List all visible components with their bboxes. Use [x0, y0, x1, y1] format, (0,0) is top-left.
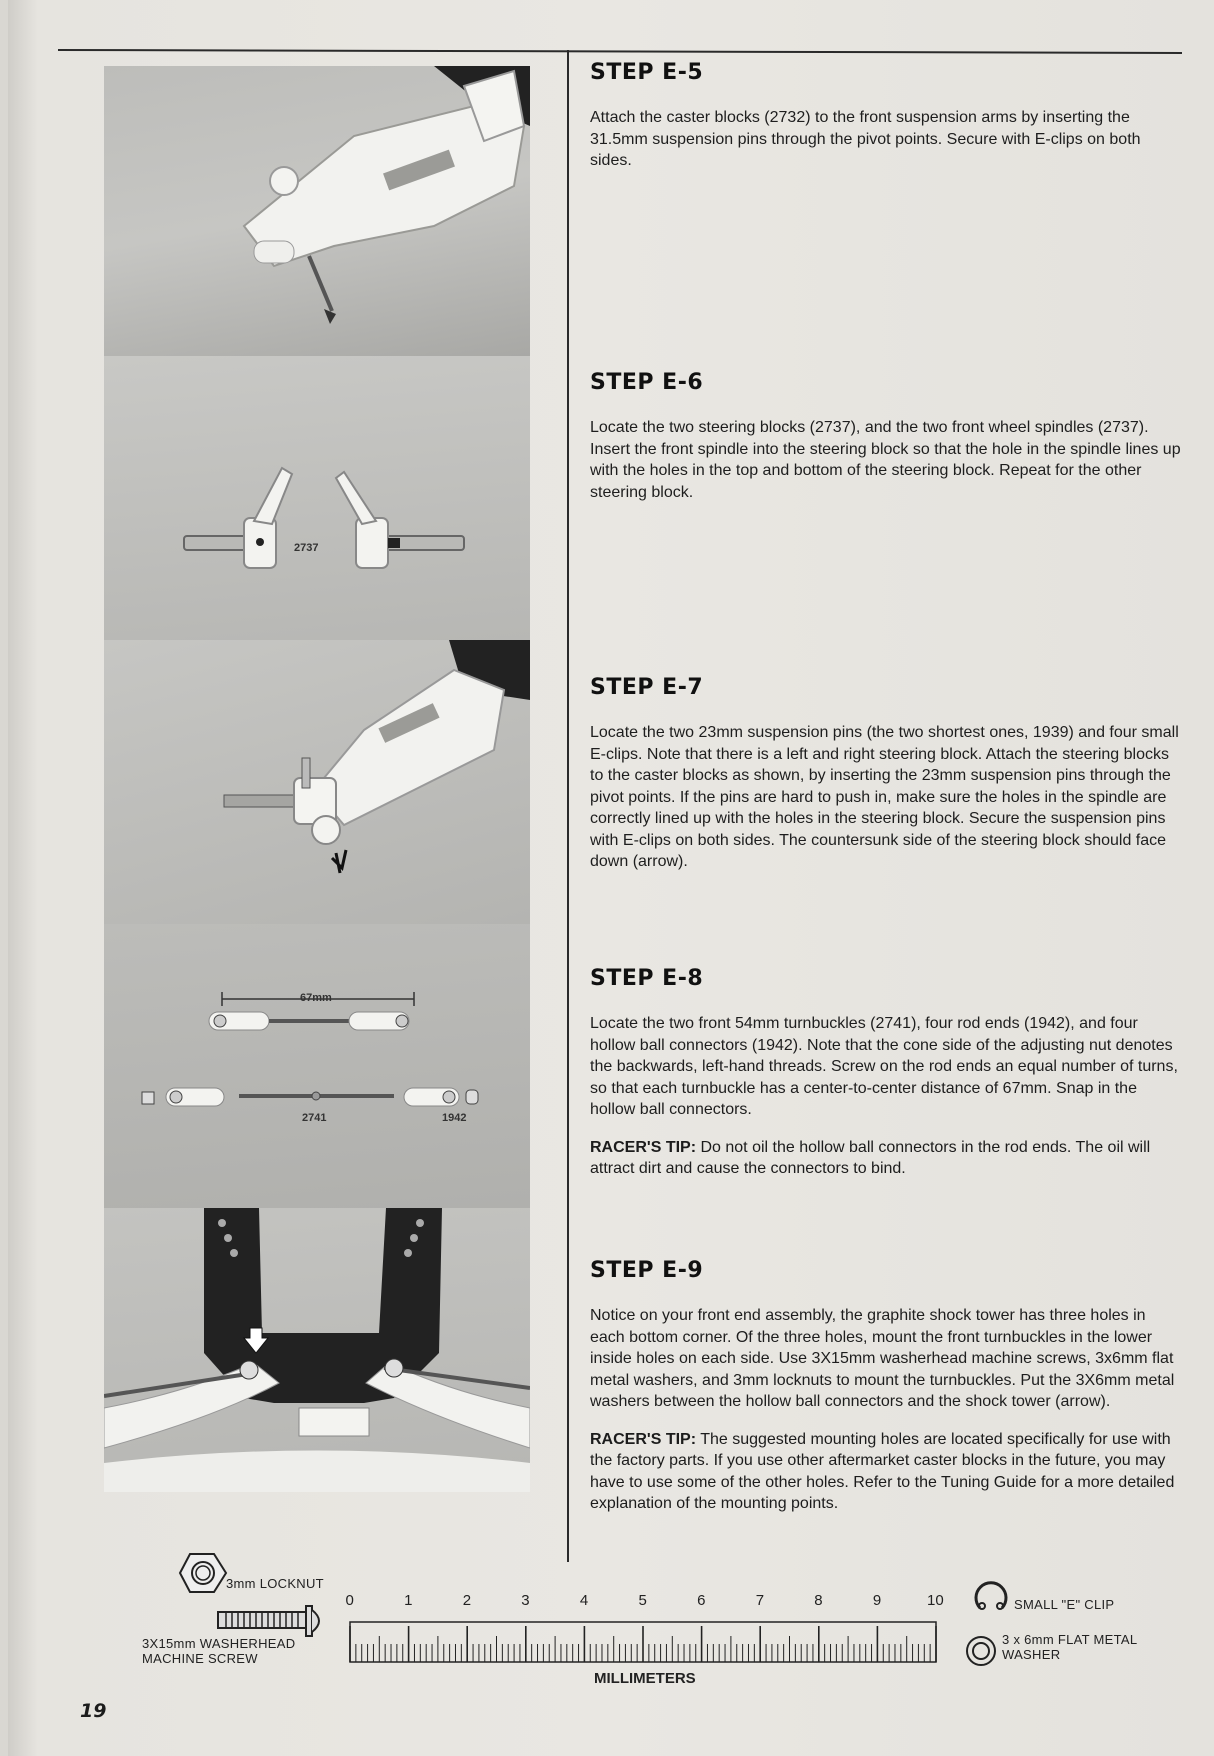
ruler-number: 10 [927, 1592, 944, 1609]
step-body: Notice on your front end assembly, the graphite shock tower has three holes in each bottom corner. Of the three holes, mount the front turnbuckles in the lower inside holes on each side. Use 3X15mm washerhead machine screws, 3x6mm flat metal washers, and 3mm locknuts to mount the turnbuckles. Put the 3X6mm metal washers between the hollow ball connectors and the shock tower (arrow). [590, 1307, 1175, 1410]
part-label-2741: 2741 [302, 1112, 327, 1124]
ruler-number: 5 [638, 1592, 647, 1609]
photo-step-e5 [104, 66, 530, 356]
part-label-2737: 2737 [294, 542, 319, 554]
step-e8 [590, 966, 1182, 1180]
page-number: 19 [80, 1700, 107, 1722]
tip-text: Do not oil the hollow ball connectors in the rod ends. The oil will attract dirt and cause the connectors to bind. [590, 1138, 1151, 1177]
flat-washer-label: 3 x 6mm FLAT METAL WASHER [1002, 1632, 1138, 1662]
ruler-number: 8 [814, 1592, 823, 1609]
ruler-number: 9 [872, 1592, 882, 1609]
step-e6 [590, 370, 1182, 503]
step-body: Locate the two steering blocks (2737), and the two front wheel spindles (2737). Insert the front spindle into the steering block so that the hole in the spindle lines up with the holes in the top and bottom of the steering block. Repeat for the other steering block. [590, 419, 1181, 501]
e-clip-icon [970, 1578, 1012, 1614]
step-title: STEP E-6 [590, 370, 704, 395]
racers-tip [590, 1429, 1182, 1515]
racers-tip [590, 1137, 1182, 1180]
ruler-number: 0 [345, 1592, 354, 1609]
ruler-number: 7 [755, 1592, 765, 1609]
step-body: Attach the caster blocks (2732) to the front suspension arms by inserting the 31.5mm suspension pins through the pivot points. Secure with E-clips on both sides. [590, 109, 1141, 169]
step-title: STEP E-7 [590, 675, 704, 700]
step-e9 [590, 1258, 1182, 1515]
tip-label: RACER'S TIP: [590, 1430, 697, 1448]
ruler-number: 6 [697, 1592, 706, 1609]
e-clip-label: SMALL "E" CLIP [1014, 1597, 1115, 1612]
ruler-caption: MILLIMETERS [594, 1670, 696, 1687]
flat-washer-icon [964, 1634, 998, 1668]
photo-step-e8 [104, 924, 530, 1208]
ruler-number: 3 [521, 1592, 530, 1609]
step-title: STEP E-5 [590, 60, 704, 85]
locknut-label: 3mm LOCKNUT [226, 1576, 324, 1591]
photo-step-e6 [104, 356, 530, 640]
column-divider [567, 50, 569, 1562]
photo-step-e7 [104, 640, 530, 924]
step-title: STEP E-9 [590, 1258, 704, 1283]
photo-column [104, 66, 530, 1492]
step-e7 [590, 675, 1182, 873]
dimension-label-67mm: 67mm [300, 992, 332, 1004]
part-label-1942: 1942 [442, 1112, 467, 1124]
ruler-number: 2 [462, 1592, 472, 1609]
machine-screw-icon [216, 1604, 328, 1638]
machine-screw-label: 3X15mm WASHERHEAD MACHINE SCREW [142, 1636, 296, 1666]
tip-text: The suggested mounting holes are located specifically for use with the factory parts. If you use other aftermarket caster blocks in the future, you may have to use some of the other holes. Refer to the Tuning Guide for a more detailed explanation of the mounting points. [590, 1430, 1175, 1512]
ruler-number: 4 [579, 1592, 589, 1609]
ruler-number: 1 [404, 1592, 413, 1609]
photo-step-e9 [104, 1208, 530, 1492]
tip-label: RACER'S TIP: [590, 1138, 697, 1156]
step-body: Locate the two front 54mm turnbuckles (2741), four rod ends (1942), and four hollow ball connectors (1942). Note that the cone side of the adjusting nut denotes the backwards, left-hand threads. Screw on the rod ends an equal number of turns, so that each turnbuckle has a center-to-center distance of 67mm. Snap in the hollow ball connectors. [590, 1015, 1178, 1118]
step-e5 [590, 60, 1182, 172]
step-body: Locate the two 23mm suspension pins (the two shortest ones, 1939) and four small E-clips. Note that there is a left and right steering block. Attach the steering blocks to the caster blocks as shown, by inserting the 23mm suspension pins through the pivot points. If the pins are hard to push in, make sure the holes in the spindle are correctly lined up with the holes in the steering block. Secure the suspension pins with E-clips on both sides. The countersunk side of the steering block should face down (arrow). [590, 724, 1179, 870]
step-title: STEP E-8 [590, 966, 704, 991]
locknut-icon [178, 1550, 228, 1596]
